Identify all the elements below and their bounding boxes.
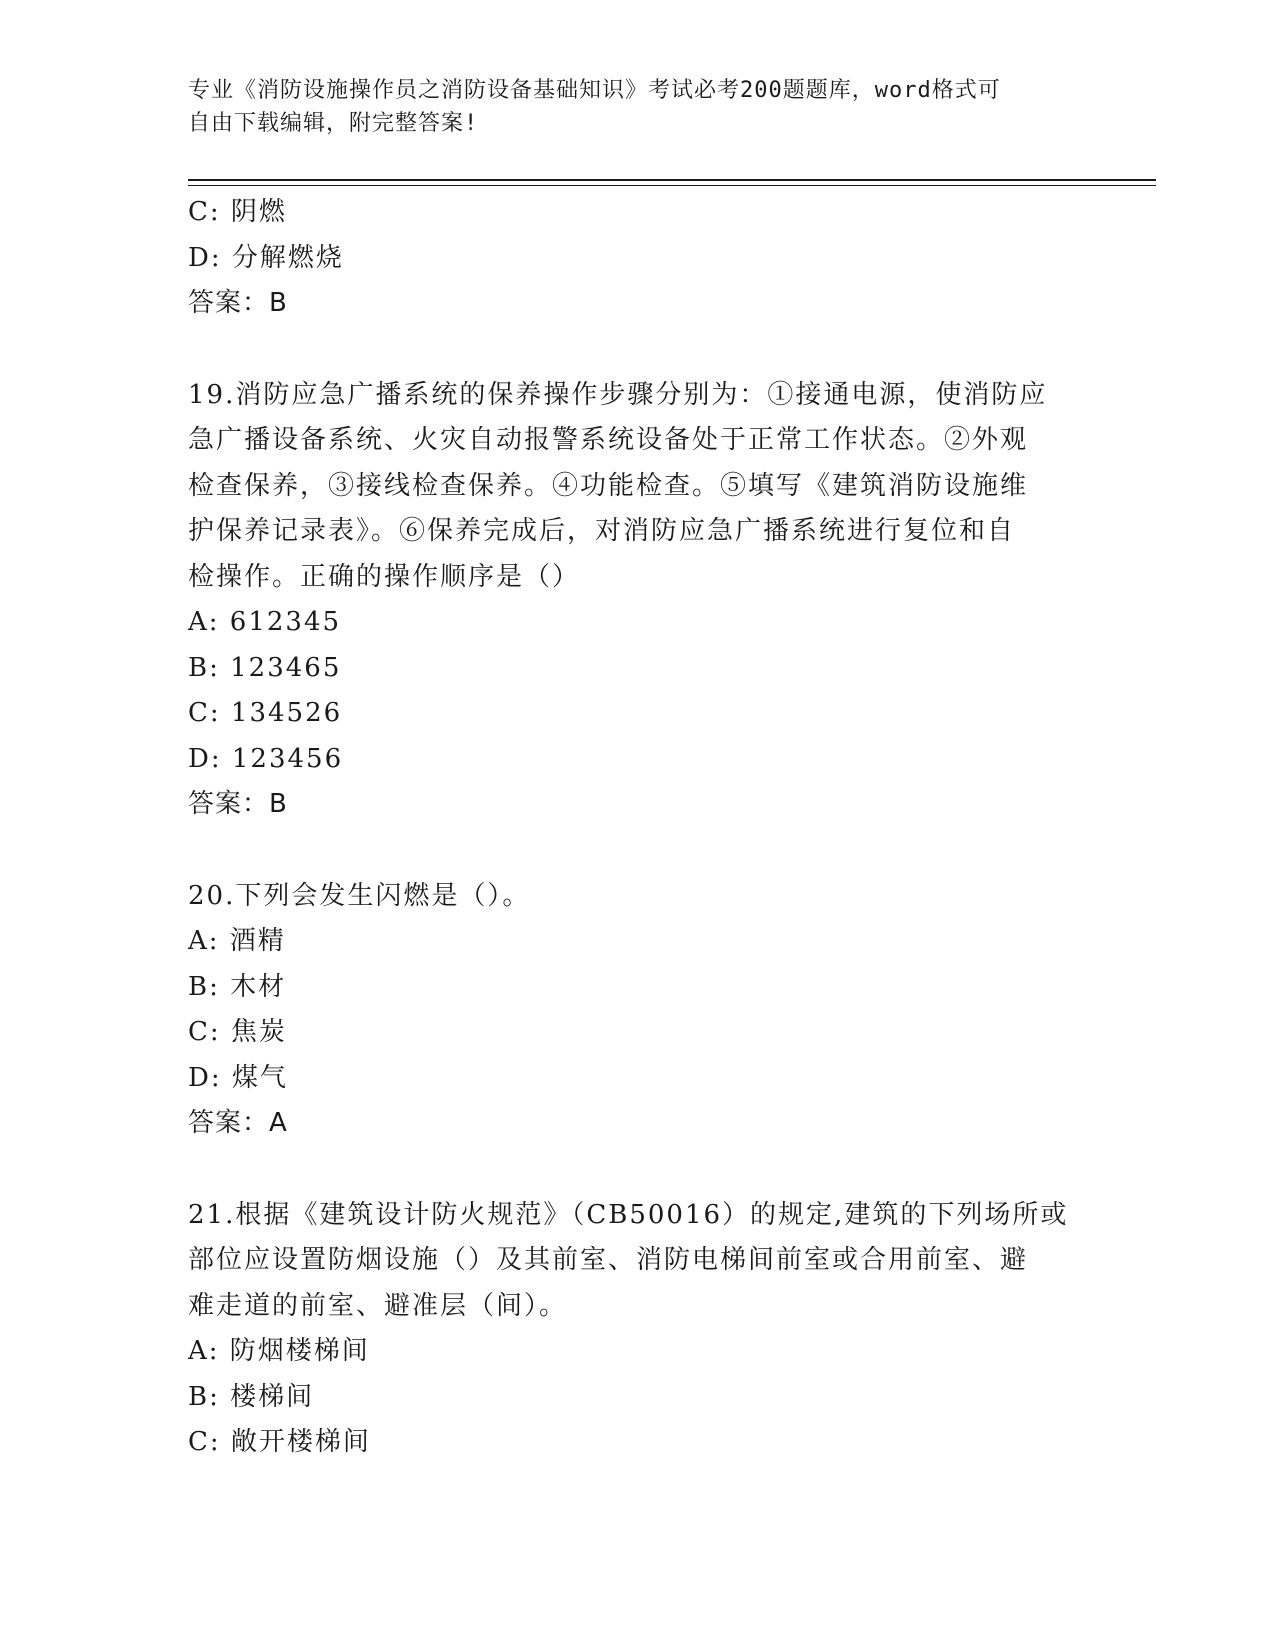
option-c: C: 阴燃 <box>188 197 287 227</box>
stem-line: 20.下列会发生闪燃是（）。 <box>188 880 531 911</box>
option-d: D: 分解燃烧 <box>188 242 344 273</box>
spacer <box>188 1147 1088 1193</box>
stem-line: 护保养记录表》。⑥保养完成后，对消防应急广播系统进行复位和自 <box>188 516 1016 546</box>
option-c: C: 焦炭 <box>188 1017 287 1047</box>
question-stem <box>188 874 1088 920</box>
option-c: C: 敞开楼梯间 <box>188 1427 371 1457</box>
option-d: D: 123456 <box>188 743 344 774</box>
question-20 <box>188 874 1088 1147</box>
stem-line: 检操作。正确的操作顺序是（） <box>188 561 581 592</box>
document-header <box>188 74 1068 140</box>
spacer <box>188 327 1088 373</box>
option-b: B: 楼梯间 <box>188 1381 315 1412</box>
question-19 <box>188 373 1088 828</box>
question-stem <box>188 1193 1088 1330</box>
option-a: A: 612345 <box>188 607 342 637</box>
stem-line: 部位应设置防烟设施（）及其前室、消防电梯间前室或合用前室、避 <box>188 1245 1029 1275</box>
option-a: A: 酒精 <box>188 926 286 956</box>
stem-line: 21.根据《建筑设计防火规范》（CB50016）的规定,建筑的下列场所或 <box>188 1199 1069 1230</box>
option-a: A: 防烟楼梯间 <box>188 1336 370 1366</box>
header-line-1: 专业《消防设施操作员之消防设备基础知识》考试必考200题题库，word格式可 <box>188 78 1001 103</box>
header-divider <box>188 179 1156 186</box>
question-content <box>188 190 1088 1466</box>
stem-line: 难走道的前室、避准层（间）。 <box>188 1290 568 1321</box>
answer-line: 答案：B <box>188 288 288 318</box>
answer-line: 答案：A <box>188 1108 288 1138</box>
question-18-tail <box>188 190 1088 327</box>
spacer <box>188 828 1088 874</box>
stem-line: 急广播设备系统、火灾自动报警系统设备处于正常工作状态。②外观 <box>188 425 1029 455</box>
answer-line: 答案：B <box>188 789 288 819</box>
header-line-2: 自由下载编辑，附完整答案! <box>188 111 479 136</box>
stem-line: 19.消防应急广播系统的保养操作步骤分别为：①接通电源，使消防应 <box>188 379 1048 410</box>
option-c: C: 134526 <box>188 698 343 728</box>
option-b: B: 木材 <box>188 971 287 1002</box>
option-d: D: 煤气 <box>188 1062 288 1093</box>
question-21 <box>188 1193 1088 1466</box>
question-stem <box>188 373 1088 601</box>
option-b: B: 123465 <box>188 652 342 683</box>
stem-line: 检查保养，③接线检查保养。④功能检查。⑤填写《建筑消防设施维 <box>188 470 1029 501</box>
